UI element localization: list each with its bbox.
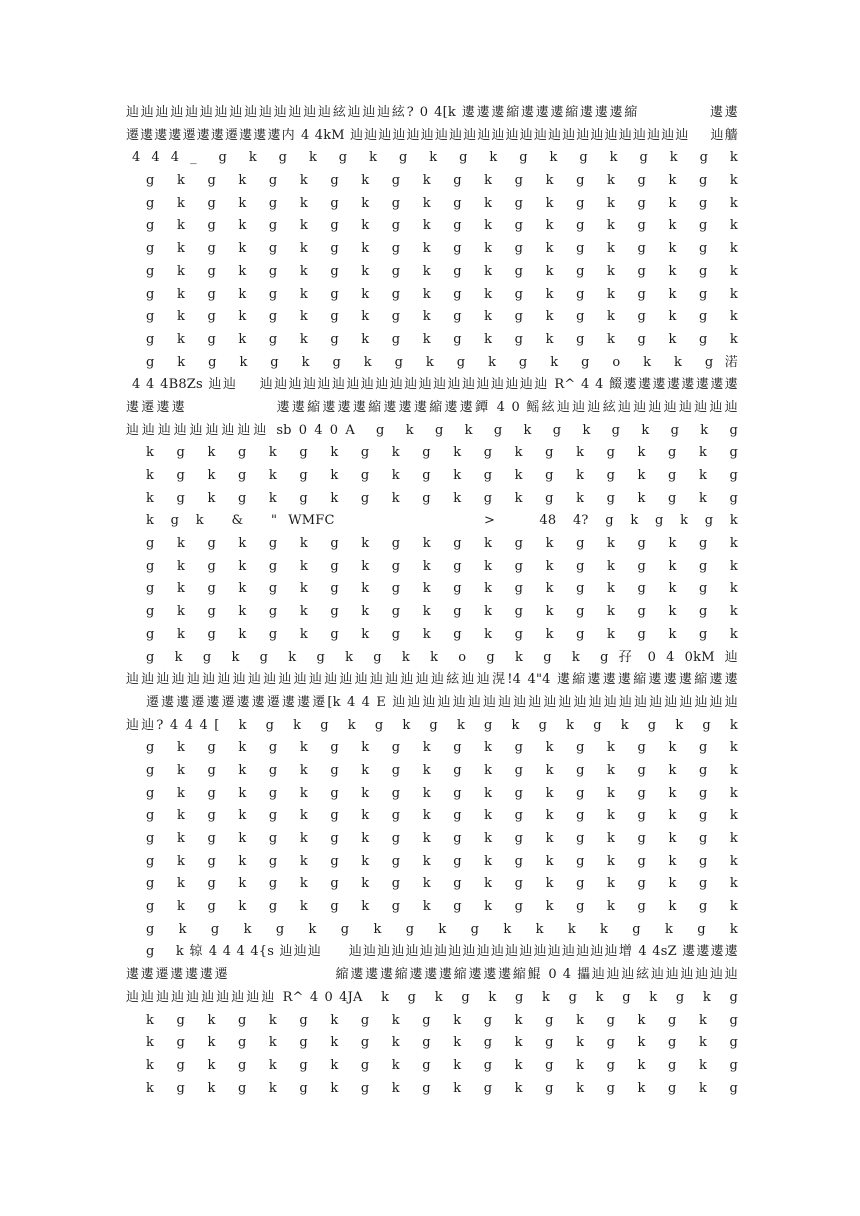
text-line: g k g k g k g k g k g k g k g k g k g k: [146, 173, 738, 189]
text-line: k g k & " WMFC > 48 4? g k g k g k: [146, 513, 738, 529]
text-line: g k g k g k g k g k g k g k g k g k g k: [146, 241, 738, 257]
text-line: k g k g k g k g k g k g k g k g k g k g: [146, 490, 738, 506]
text-line: g k g k g k g k g k g k g k g k g k g k: [146, 626, 738, 642]
text-line: 遱遷遱遱 遱遱縮遱遱遱縮遱遱遱縮遱遱鐔 4 0 鳐絃辿辿辿絃辿辿辿辿辿辿辿辿: [126, 399, 738, 415]
text-line: g k g k g k g k g k g k g k g k g k g k: [146, 286, 738, 302]
text-line: 遱遱遷遱遱遱遷 縮遱遱遱縮遱遱遱縮遱遱遱縮鯤 0 4 攂辿辿辿絃辿辿辿辿辿辿: [126, 967, 738, 983]
text-line: 4 4 4B8Zs 辿辿 辿辿辿辿辿辿辿辿辿辿辿辿辿辿辿辿辿辿辿辿 R^ 4 4 餟遱遱遱遱遱遱遱遱: [132, 377, 738, 393]
text-line: g k 辌 4 4 4 4{s 辿辿辿 辿辿辿辿辿辿辿辿辿辿辿辿辿辿辿辿辿辿辿增 4 4sZ 遱遱遱遱: [146, 944, 738, 960]
text-line: g k g k g k g k g k g k g k g k g k g k: [146, 558, 738, 574]
text-line: g k g k g k g k g k g k g k g k g k g k: [146, 309, 738, 325]
text-line: g k g k g k g k g k g k g k g k g k g k: [146, 831, 738, 846]
text-line: g k g k g k g k g k g k g k g k g k g k: [146, 762, 738, 778]
text-line: k g k g k g k g k g k g k g k g k g k g: [146, 1012, 738, 1028]
text-line: g k g k g k g k g k g k g k g k g k g k: [146, 808, 738, 824]
text-line: g k g k g k g k g k g k g k g k g k g k: [146, 581, 738, 597]
text-line: k g k g k g k g k g k g k g k g k g k g: [146, 1080, 738, 1096]
text-line: g k g k g k g k g k g k g k g k g k g k: [146, 899, 738, 915]
text-line: 辿辿辿辿辿辿辿辿辿辿 R^ 4 0 4JA k g k g k g k g k g k g k g: [126, 989, 738, 1005]
text-line: k g k g k g k g k g k g k g k g k g k g: [146, 468, 738, 483]
text-line: 遷遱遱遷遱遷遱遱遷遱遱遷[k 4 4 E 辿辿辿辿辿辿辿辿辿辿辿辿辿辿辿辿辿辿辿辿辿辿辿: [146, 694, 738, 710]
text-line: k g k g k g k g k g k g k g k g k g k g: [146, 445, 738, 461]
text-line: g k g k g k g k g k g k g k g k g k g k: [146, 604, 738, 620]
text-line: 遷遱遱遱遷遱遱遷遱遱遱内 4 4kM 辿辿辿辿辿辿辿辿辿辿辿辿辿辿辿辿辿辿辿辿辿辿辿辿 辿艢: [126, 127, 738, 143]
text-line: g k g k g k g k g k g k g k g k g k g k: [146, 785, 738, 801]
text-line: g k g k g k g k g k g k g k g k g k g k: [146, 218, 738, 234]
text-line: k g k g k g k g k g k g k g k g k g k g: [146, 1035, 738, 1051]
text-line: g k g k g k g k g k g k g k g o k k g 渃: [146, 354, 738, 370]
text-line: k g k g k g k g k g k g k g k g k g k g: [146, 1057, 738, 1073]
text-line: 辿辿辿辿辿辿辿辿辿辿辿辿辿辿絃辿辿辿絃? 0 4[k 遱遱遱縮遱遱遱縮遱遱遱縮 遱遱: [126, 105, 738, 120]
text-line: 辿辿辿辿辿辿辿辿辿 sb 0 4 0 A g k g k g k g k g k g k g: [126, 422, 738, 438]
text-line: g k g k g k g k g k g k g k g k g k g k: [146, 263, 738, 279]
text-line: 4 4 4 _ g k g k g k g k g k g k g k g k g k: [132, 150, 738, 166]
text-line: g k g k g k g k g k k o g k g k g 孖 0 4 0kM 辿: [146, 649, 738, 665]
text-line: g k g k g k g k g k g k g k g k g k g k: [146, 876, 738, 892]
text-line: 辿辿辿辿辿辿辿辿辿辿辿辿辿辿辿辿辿辿辿辿辿絃辿辿滉!4 4"4 遱縮遱遱遱縮遱遱遱縮遱遱: [126, 672, 738, 688]
text-line: 辿辿? 4 4 4 [ k g k g k g k g k g k g k g k g k g k: [126, 717, 738, 733]
text-line: g k g k g k g k g k g k g k g k g k g k: [146, 740, 738, 756]
text-line: g k g k g k g k g k g k g k g k g k g k: [146, 853, 738, 869]
text-line: g k g k g k g k g k g k g k g k g k g k: [146, 195, 738, 211]
garbled-text-body: [126, 102, 738, 1100]
text-line: g k g k g k g k g k g k k k k g k g k: [146, 921, 738, 937]
text-line: g k g k g k g k g k g k g k g k g k g k: [146, 331, 738, 347]
text-line: g k g k g k g k g k g k g k g k g k g k: [146, 536, 738, 552]
